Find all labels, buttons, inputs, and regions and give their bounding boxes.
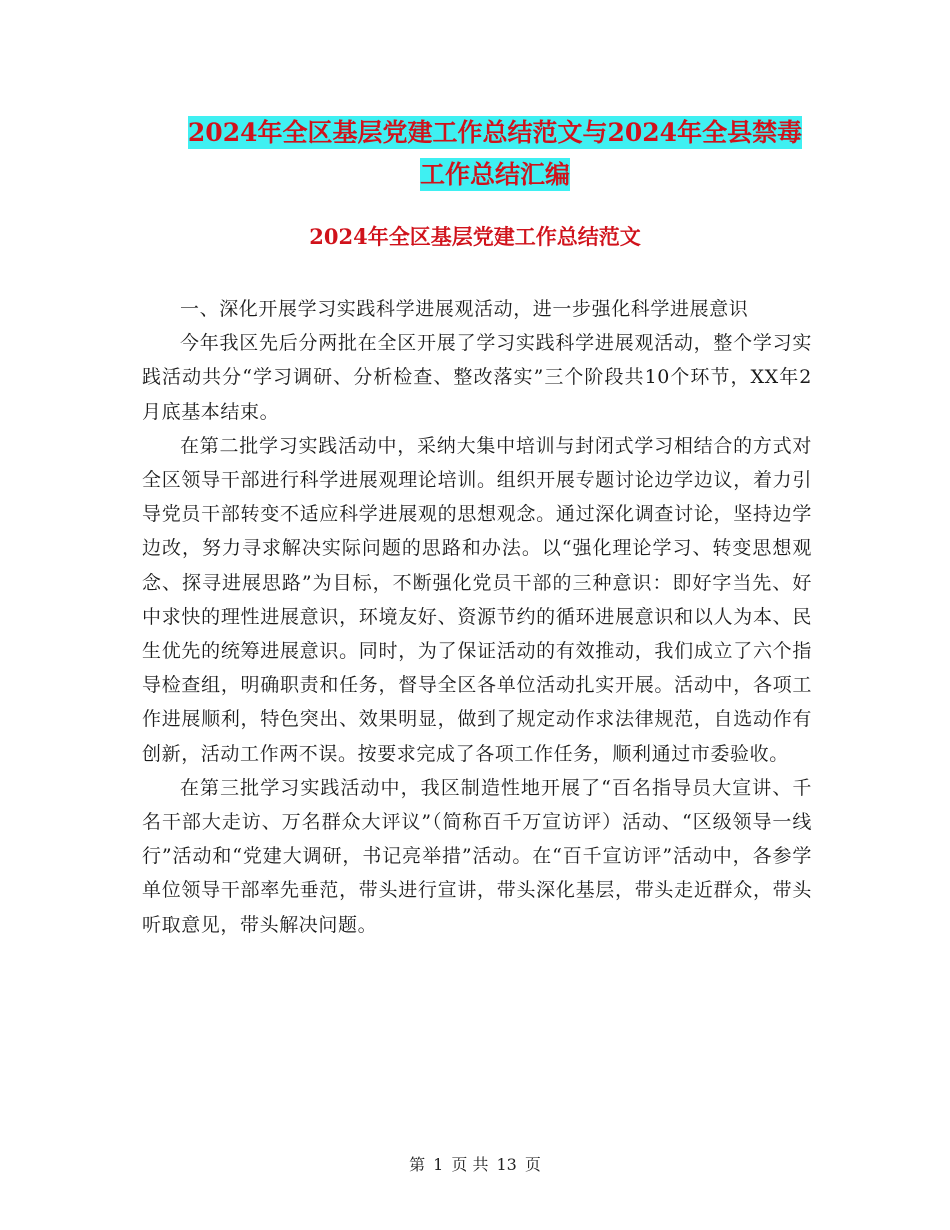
document-title-line-1: 2024年全区基层党建工作总结范文与2024年全县禁毒 <box>187 118 803 147</box>
total-pages: 13 <box>496 1155 517 1174</box>
page-label-suffix: 页 <box>524 1155 541 1174</box>
page-label-prefix: 第 <box>409 1155 426 1174</box>
section-title: 2024年全区基层党建工作总结范文 <box>309 224 641 249</box>
page-label-mid: 页 共 <box>451 1155 489 1174</box>
paragraph: 今年我区先后分两批在全区开展了学习实践科学进展观活动，整个学习实践活动共分“学习调研、分析检查、整改落实”三个阶段共10个环节，XX年2月底基本结束。 <box>142 332 812 423</box>
body-text <box>142 292 812 942</box>
document-title-line-2: 工作总结汇编 <box>419 160 570 189</box>
paragraph: 在第二批学习实践活动中，采纳大集中培训与封闭式学习相结合的方式对全区领导干部进行科学进展观理论培训。组织开展专题讨论边学边议，着力引导党员干部转变不适应科学进展观的思想观念。通过深化调查讨论，坚持边学边改，努力寻求解决实际问题的思路和办法。以“强化理论学习、转变思想观念、探寻进展思路”为目标，不断强化党员干部的三种意识：即好字当先、好中求快的理性进展意识，环境友好、资源节约的循环进展意识和以人为本、民生优先的统筹进展意识。同时，为了保证活动的有效推动，我们成立了六个指导检查组，明确职责和任务，督导全区各单位活动扎实开展。活动中，各项工作进展顺利，特色突出、效果明显，做到了规定动作求法律规范，自选动作有创新，活动工作两不误。按要求完成了各项工作任务，顺利通过市委验收。 <box>142 434 812 765</box>
paragraph: 在第三批学习实践活动中，我区制造性地开展了“百名指导员大宣讲、千名干部大走访、万名群众大评议”（简称百千万宣访评）活动、“区级领导一线行”活动和“党建大调研，书记亮举措”活动。在“百千宣访评”活动中，各参学单位领导干部率先垂范，带头进行宣讲，带头深化基层，带头走近群众，带头听取意见，带头解决问题。 <box>142 776 812 936</box>
page-number: 1 <box>433 1155 444 1174</box>
page-footer <box>0 1154 950 1176</box>
paragraph: 一、深化开展学习实践科学进展观活动，进一步强化科学进展意识 <box>180 298 749 320</box>
document-title <box>140 112 850 196</box>
